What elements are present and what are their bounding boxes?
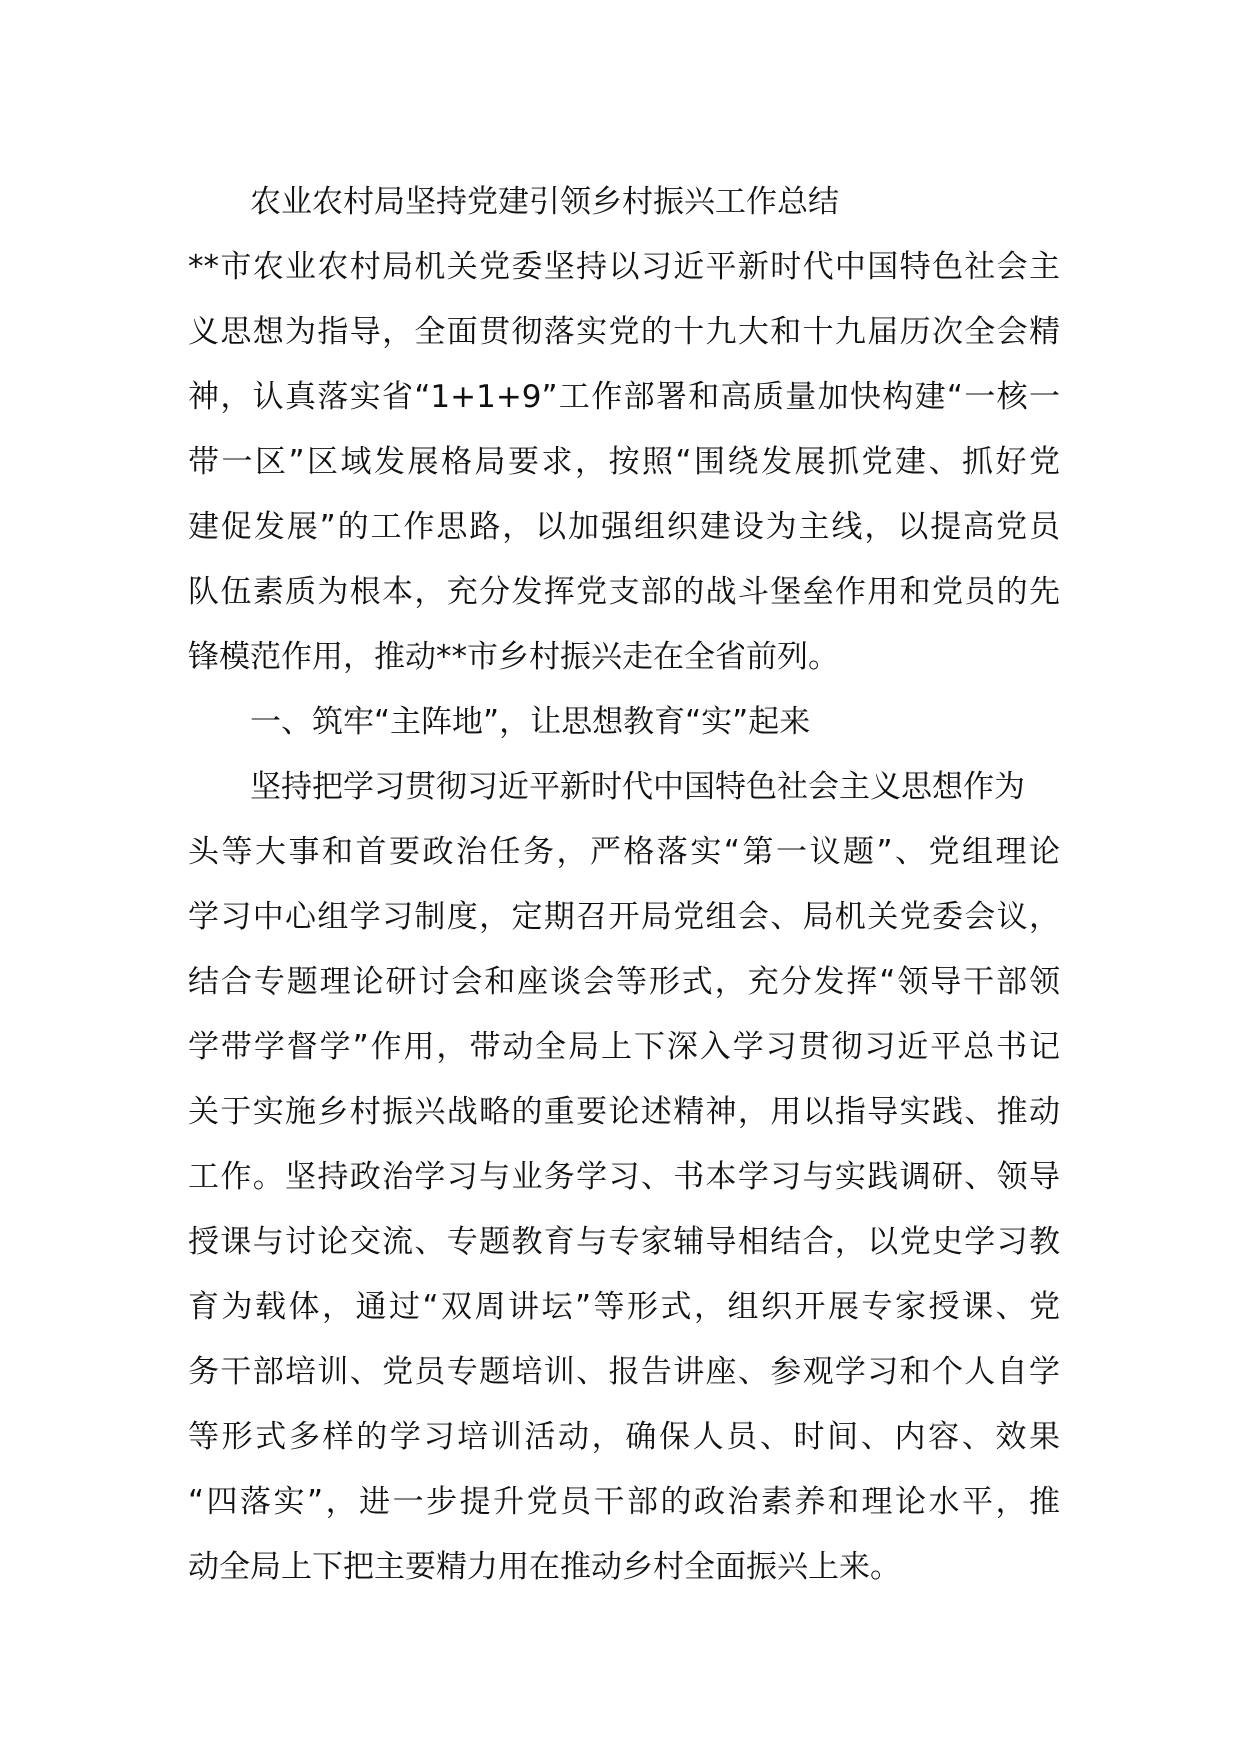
intro-paragraph [188,235,1060,690]
paragraph-line: 工作。坚持政治学习与业务学习、书本学习与实践调研、领导 [188,1159,1060,1195]
paragraph-line: 头等大事和首要政治任务，严格落实“第一议题”、党组理论 [188,834,1060,870]
intro-line: 带一区”区域发展格局要求，按照“围绕发展抓党建、抓好党 [188,444,1060,480]
paragraph-line: 关于实施乡村振兴战略的重要论述精神，用以指导实践、推动 [188,1094,1060,1130]
intro-line: **市农业农村局机关党委坚持以习近平新时代中国特色社会主 [188,249,1060,285]
document-page [188,170,1060,1600]
paragraph-line: 学带学督学”作用，带动全局上下深入学习贯彻习近平总书记 [188,1029,1060,1065]
intro-line: 建促发展”的工作思路，以加强组织建设为主线，以提高党员 [188,509,1060,545]
intro-line: 神，认真落实省“1+1+9”工作部署和高质量加快构建“一核一 [188,379,1060,415]
intro-line: 队伍素质为根本，充分发挥党支部的战斗堡垒作用和党员的先 [188,574,1060,610]
paragraph-line: “四落实”，进一步提升党员干部的政治素养和理论水平，推 [188,1484,1060,1520]
section1-paragraph [188,755,1060,1600]
paragraph-line: 授课与讨论交流、专题教育与专家辅导相结合，以党史学习教 [188,1224,1060,1260]
paragraph-line: 学习中心组学习制度，定期召开局党组会、局机关党委会议， [188,899,1060,935]
document-title: 农业农村局坚持党建引领乡村振兴工作总结 [250,184,839,220]
paragraph-line: 坚持把学习贯彻习近平新时代中国特色社会主义思想作为 [250,769,1025,805]
intro-line: 义思想为指导，全面贯彻落实党的十九大和十九届历次全会精 [188,314,1060,350]
paragraph-line: 结合专题理论研讨会和座谈会等形式，充分发挥“领导干部领 [188,964,1060,1000]
paragraph-line: 务干部培训、党员专题培训、报告讲座、参观学习和个人自学 [188,1354,1060,1390]
paragraph-line: 等形式多样的学习培训活动，确保人员、时间、内容、效果 [188,1419,1060,1455]
intro-line: 锋模范作用，推动**市乡村振兴走在全省前列。 [188,639,839,675]
paragraph-line: 动全局上下把主要精力用在推动乡村全面振兴上来。 [188,1549,901,1585]
section-heading: 一、筑牢“主阵地”，让思想教育“实”起来 [250,704,811,740]
paragraph-line: 育为载体，通过“双周讲坛”等形式，组织开展专家授课、党 [188,1289,1060,1325]
